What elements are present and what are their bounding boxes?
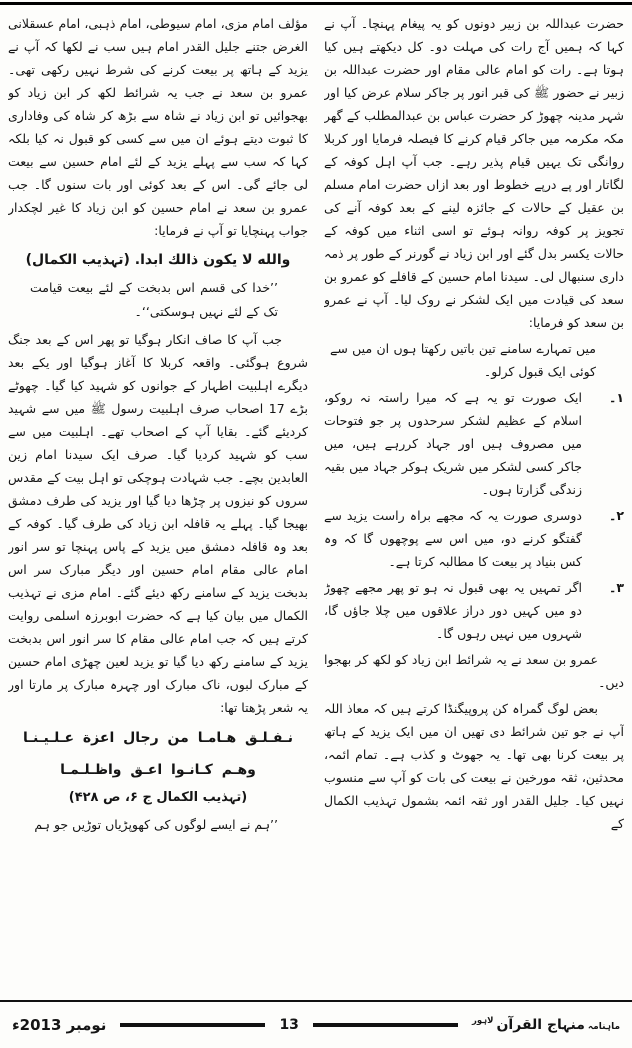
list-item <box>324 576 624 645</box>
citation: (تہذیب الکمال ج ۶، ص ۴۲۸) <box>68 790 248 805</box>
page-footer <box>0 1000 632 1048</box>
magazine-prefix: ماہنامہ <box>587 1022 621 1032</box>
list-text: اگر تمہیں یہ بھی قبول نہ ہو تو پھر مجھے چھوڑ دو میں کہیں دور دراز علاقوں میں چلا جاؤں گا، شہروں میں نہیں رہوں گا۔ <box>324 580 582 641</box>
quote-block: ’’ہم نے ایسے لوگوں کی کھوپڑیاں توڑیں جو ہم <box>34 817 278 832</box>
list-marker: ۳۔ <box>609 580 624 595</box>
magazine-name: منہاج القرآن <box>496 1017 585 1033</box>
list-text: دوسری صورت یہ کہ مجھے براہ راست یزید سے گفتگو کرنے دو، میں اس سے پوچھوں گا کہ وہ کس بنیاد پر بیعت کا مطالبہ کرتا ہے۔ <box>324 508 582 569</box>
footer-bar-left <box>120 1023 265 1027</box>
page-number: 13 <box>279 1017 299 1033</box>
paragraph: عمرو بن سعد نے یہ شرائط ابن زیاد کو لکھ کر بھجوا دیں۔ <box>324 652 624 690</box>
quote-intro: میں تمہارے سامنے تین باتیں رکھتا ہوں ان میں سے کوئی ایک قبول کرلو۔ <box>330 341 596 379</box>
arabic-verse: والله لا يكون ذالك ابدا. (تہذیب الکمال) <box>25 252 291 268</box>
paragraph: بعض لوگ گمراہ کن پروپیگنڈا کرتے ہیں کہ معاذ اللہ آپ نے جو تین شرائط دی تھیں ان میں ایک یزید کے ہاتھ پر بیعت کرنا بھی تھا۔ یہ جھوٹ و کذب ہے۔ تمام ائمہ، محدثین، ثقہ مورخین نے بیعت کی بات کو آپ سے منسوب نہیں کیا۔ جلیل القدر اور ثقہ ائمہ بشمول تہذیب الکمال کے <box>324 701 624 831</box>
list-text: ایک صورت تو یہ ہے کہ میرا راستہ نہ روکو، اسلام کے عظیم لشکر سرحدوں پر جو فتوحات میں مصروف ہیں اور جہاد کررہے ہیں، میں جاکر کسی لشکر میں شریک ہوکر جہاد میں بقیہ زندگی گزارتا ہوں۔ <box>324 390 582 497</box>
quote-block: ’’خدا کی قسم اس بدبخت کے لئے بیعت قیامت تک کے لئے نہیں ہوسکتی‘‘۔ <box>30 280 278 319</box>
list-item <box>324 386 624 501</box>
list-item <box>324 504 624 573</box>
poetry-line: وهـم كـانـوا اعـق واظـلـمـا <box>60 762 256 778</box>
magazine-title <box>472 1017 620 1033</box>
footer-bar-right <box>313 1023 458 1027</box>
list-marker: ۲۔ <box>609 508 624 523</box>
poetry-line: نـفـلـق هـامـا من رجال اعزة عـلـيـنـا <box>22 730 294 746</box>
column-right <box>324 12 624 998</box>
magazine-city: لاہور <box>471 1016 494 1026</box>
paragraph: حضرت عبداللہ بن زبیر دونوں کو یہ پیغام پہنچا۔ آپ نے کہا کہ ہمیں آج رات کی مہلت دو۔ کل دیکھتے ہیں کیا ہوتا ہے۔ رات کو امام عالی مقام اور حضرت عبداللہ بن زبیر نے حضور ﷺ کی قبر انور پر جاکر سلام عرض کیا اور شہر مدینہ چھوڑ کر حضرت عباس بن عبدالمطلب کے گھر مکہ مکرمہ میں جاکر قیام کرنے کا فیصلہ فرمایا اور کربلا روانگی تک یہیں قیام پذیر رہے۔ جب آپ اہل کوفہ کے لگاتار اور پے درپے خطوط اور بعد ازاں حضرت امام مسلم بن عقیل کے حالات کے جائزہ لینے کے بعد کوفہ آنے کی تجویز پر کوفہ روانہ ہوئے تو اسی اثناء میں کوفہ کے حالات یکسر بدل گئے اور ابن زیاد نے گورنر کے طور پر ذمہ داری سنبھال لی۔ سیدنا امام حسین کے قافلے کو عمرو بن سعد کی قیادت میں ایک لشکر نے روک لیا۔ آپ نے عمرو بن سعد کو فرمایا: <box>324 16 624 330</box>
article-body <box>8 12 624 998</box>
issue-date: نومبر 2013ء <box>12 1016 107 1034</box>
list-marker: ۱۔ <box>609 390 624 405</box>
paragraph: جب آپ کا صاف انکار ہوگیا تو پھر اس کے بعد جنگ شروع ہوگئی۔ واقعہ کربلا کا آغاز ہوگیا اور یکے بعد دیگرے اہلبیت اطہار کے جوانوں کو شہید کیا گیا۔ چھوٹے بڑے 17 اصحاب صرف اہلبیت رسول ﷺ میں سے شہید کردیئے گئے۔ بقایا آپ کے اصحاب تھے۔ اہلبیت میں سے سب کو شہید کردیا گیا۔ صرف ایک سیدنا امام زین العابدین بچے۔ جب شہادت ہوچکی تو اہل بیت کے مقدس سروں کو نیزوں پر چڑھا دیا گیا اور یزید کی طرف دمشق بھیجا گیا۔ پہلے یہ قافلہ ابن زیاد کی طرف گیا۔ کوفہ کے بعد وہ قافلہ دمشق میں یزید کے پاس پہنچا تو سر انور امام عالی مقام امام حسین اور دیگر مبارک سر اس بدبخت یزید کے سامنے رکھ دیئے گئے۔ امام مزی نے تہذیب الکمال میں بیان کیا ہے کہ حضرت ابوبرزہ اسلمی روایت کرتے ہیں کہ جب امام عالی مقام کا سر انور اس بدبخت یزید کے سامنے رکھ دیا گیا تو یزید لعین چھڑی امام حسین کے مبارک لبوں، ناک مبارک اور چہرہ مبارک پر مارتا اور یہ شعر پڑھتا تھا: <box>8 332 308 715</box>
paragraph: مؤلف امام مزی، امام سیوطی، امام ذہبی، امام عسقلانی الغرض جتنے جلیل القدر امام ہیں سب نے لکھا کہ آپ نے یزید کے ہاتھ پر بیعت کرنے کی شرط نہیں رکھی تھی۔ عمرو بن سعد نے جب یہ شرائط لکھ کر ابن زیاد کو بھجوائیں تو ابن زیاد نے شاہ سے بڑھ کر شاہ کی وفاداری کا ثبوت دیتے ہوئے ان میں سے کسی کو قبول نہ کیا بلکہ کہا کہ سب سے پہلے یزید کے لئے امام حسین سے بیعت لی جائے گی۔ اس کے بعد کوئی اور بات سنوں گا۔ جب عمرو بن سعد نے امام حسین کو ابن زیاد کا غیر لچکدار جواب پہنچایا تو آپ نے فرمایا: <box>8 16 308 238</box>
top-border-rule <box>0 2 632 5</box>
column-left <box>8 12 308 998</box>
